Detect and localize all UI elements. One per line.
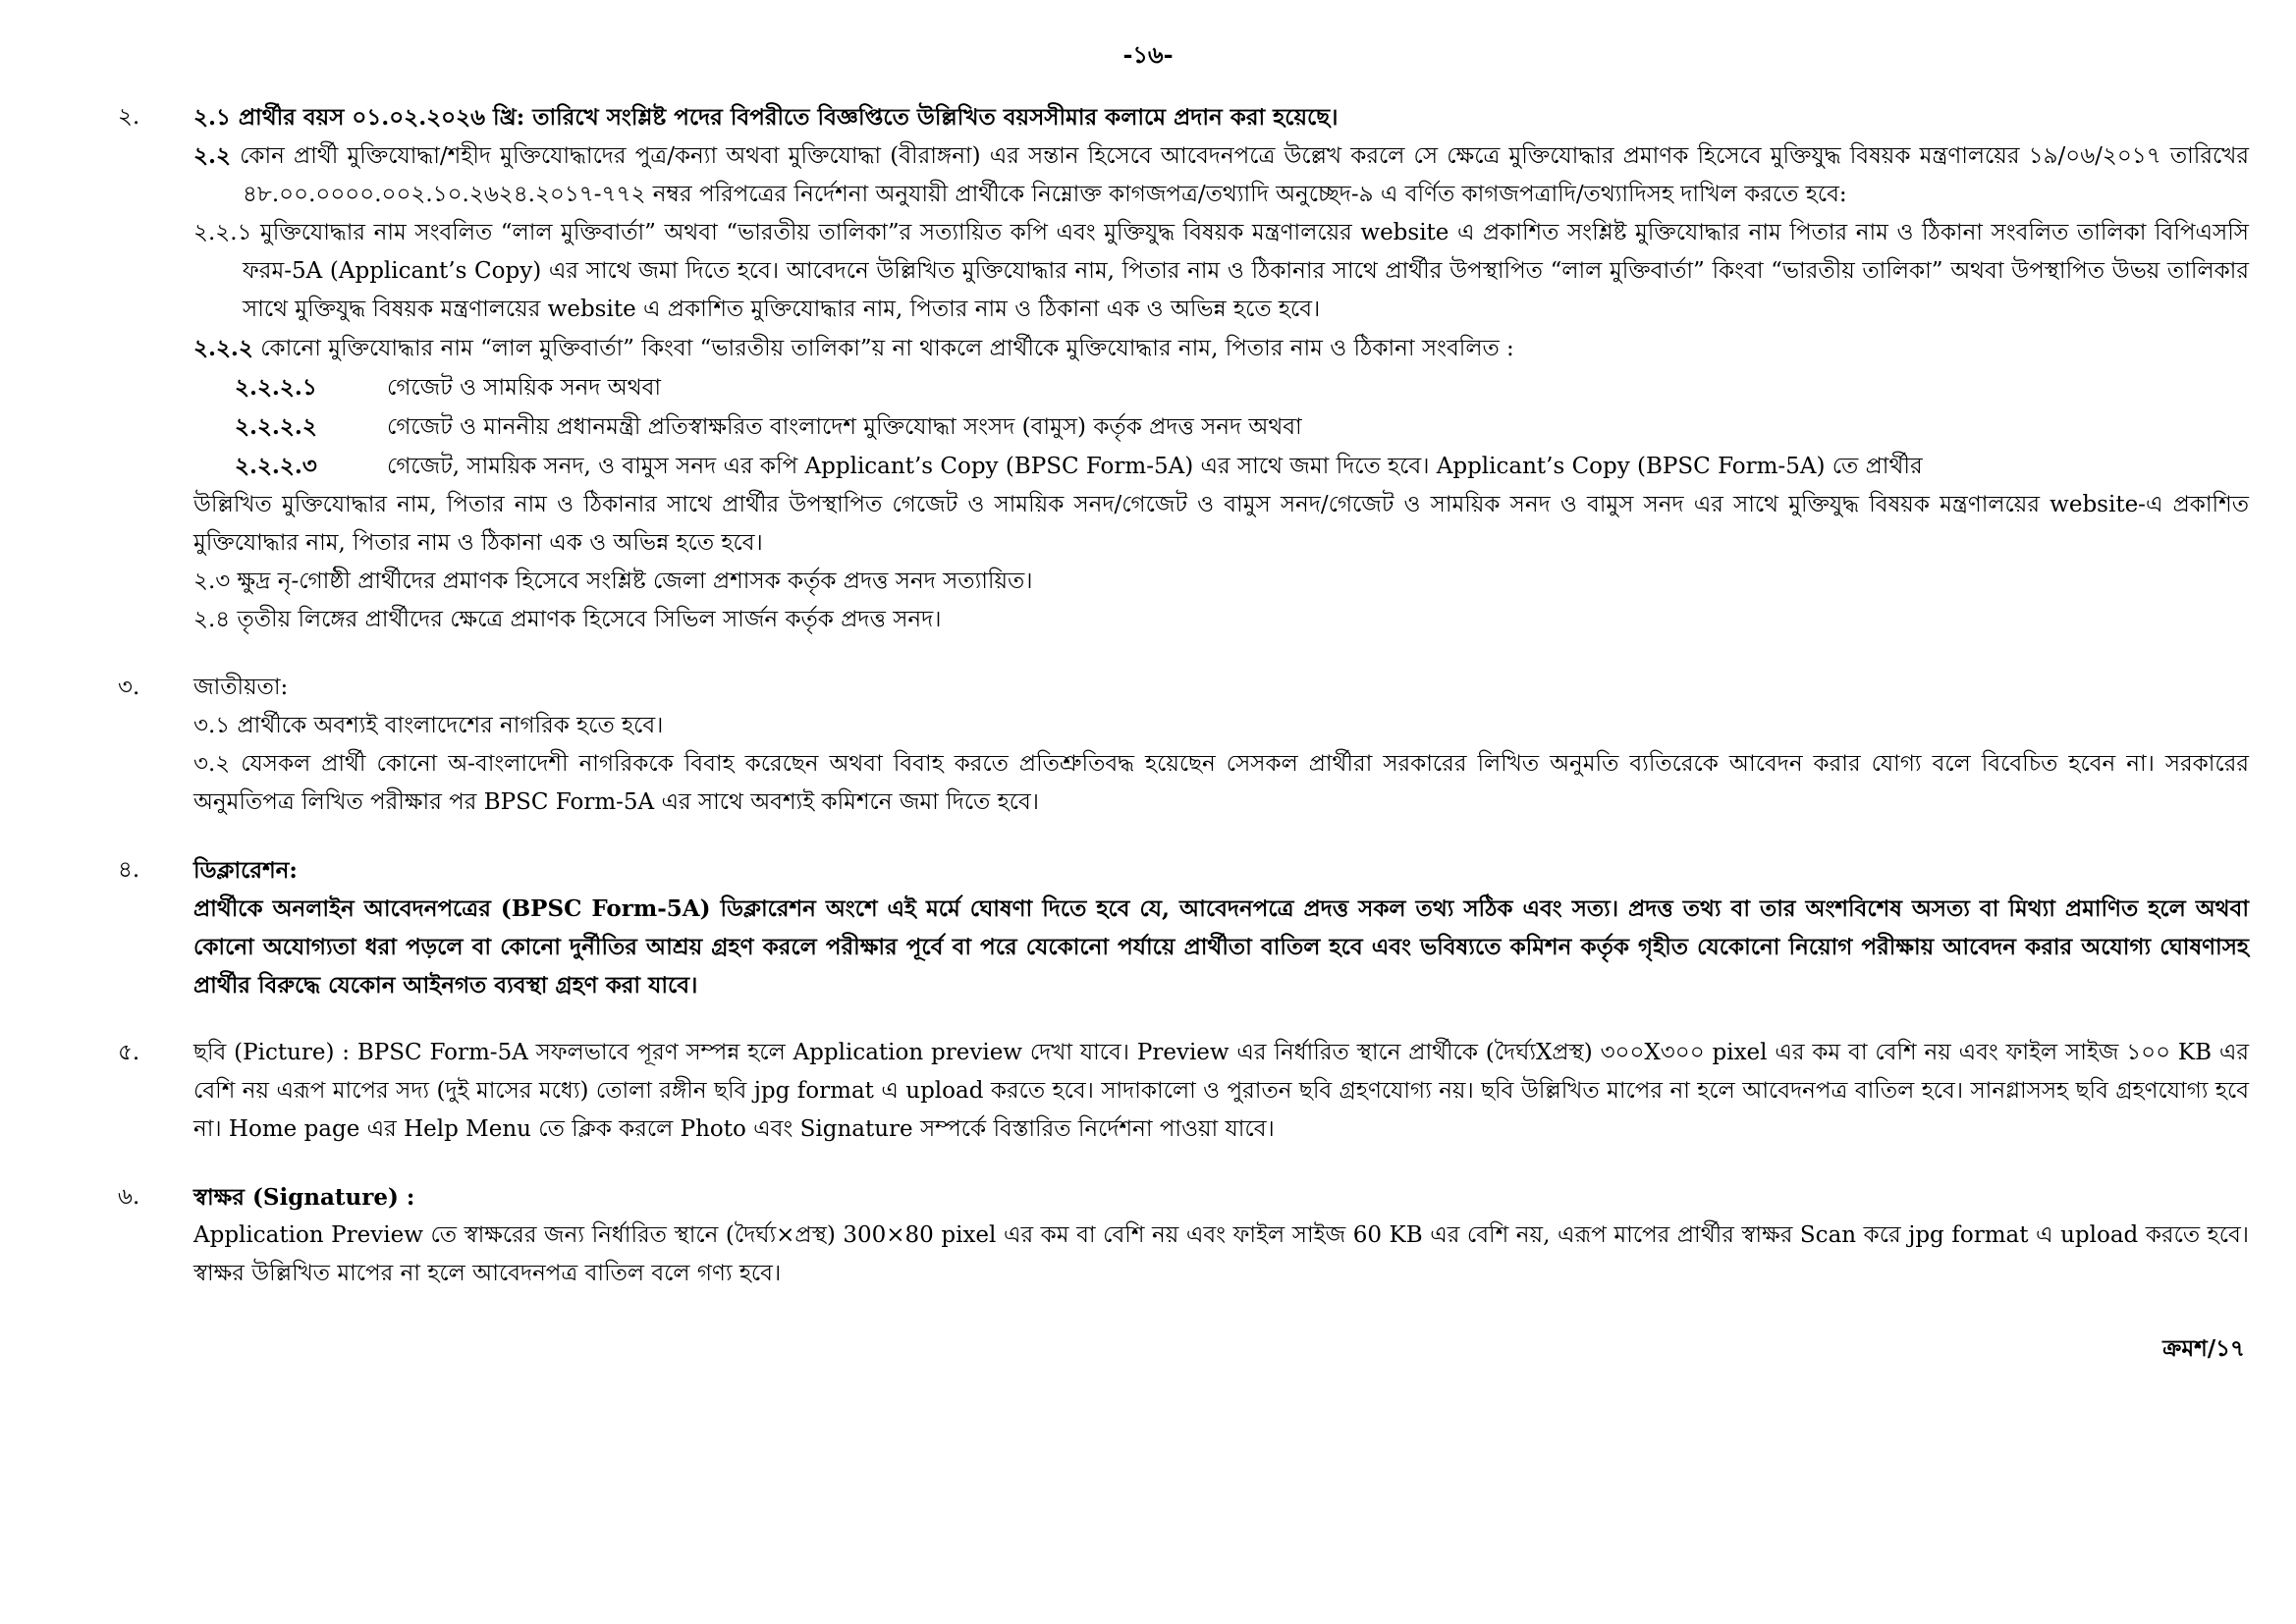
section-heading: স্বাক্ষর (Signature) : [193, 1184, 415, 1211]
sub-item [193, 407, 2249, 447]
sub-item-text: গেজেট, সাময়িক সনদ, ও বামুস সনদ এর কপি Applicant’s Copy (BPSC Form-5A) এর সাথে জমা দিতে হবে। Applicant’s Copy (BPSC Form-5A) তে প্রার্থীর [387, 454, 1923, 479]
paragraph-3-1: ৩.১ প্রার্থীকে অবশ্যই বাংলাদেশের নাগরিক হতে হবে। [193, 713, 664, 738]
document-body [118, 98, 2249, 1323]
sub-item-number: ২.২.২.৩ [235, 453, 317, 479]
paragraph-text: কোনো মুক্তিযোদ্ধার নাম “লাল মুক্তিবার্তা” কিংবা “ভারতীয় তালিকা”য় না থাকলে প্রার্থীকে মুক্তিযোদ্ধার নাম, পিতার নাম ও ঠিকানা সংবলিত : [260, 336, 1514, 361]
paragraph-3-2: ৩.২ যেসকল প্রার্থী কোনো অ-বাংলাদেশী নাগরিককে বিবাহ করেছেন অথবা বিবাহ করতে প্রতিশ্রুতিবদ্ধ হয়েছেন সেসকল প্রার্থীরা সরকারের লিখিত অনুমতি ব্যতিরেকে আবেদন করার যোগ্য বলে বিবেচিত হবেন না। সরকারের অনুমতিপত্র লিখিত পরীক্ষার পর BPSC Form-5A এর সাথে অবশ্যই কমিশনে জমা দিতে হবে। [193, 751, 2249, 815]
sub-item-number: ২.২.২.২ [235, 413, 317, 440]
paragraph-2-4: ২.৪ তৃতীয় লিঙ্গের প্রার্থীদের ক্ষেত্রে প্রমাণক হিসেবে সিভিল সার্জন কর্তৃক প্রদত্ত সনদ। [193, 607, 942, 632]
declaration-text: প্রার্থীকে অনলাইন আবেদনপত্রের (BPSC Form-5A) ডিক্লারেশন অংশে এই মর্মে ঘোষণা দিতে হবে যে, আবেদনপত্রে প্রদত্ত সকল তথ্য সঠিক এবং সত্য। প্রদত্ত তথ্য বা তার অংশবিশেষ অসত্য বা মিথ্যা প্রমাণিত হলে অথবা কোনো অযোগ্যতা ধরা পড়লে বা কোনো দুর্নীতির আশ্রয় গ্রহণ করলে পরীক্ষার পূর্বে বা পরে যেকোনো পর্যায়ে প্রার্থীতা বাতিল হবে এবং ভবিষ্যতে কমিশন কর্তৃক গৃহীত যেকোনো নিয়োগ পরীক্ষায় আবেদন করার অযোগ্য ঘোষণাসহ প্রার্থীর বিরুদ্ধে যেকোন আইনগত ব্যবস্থা গ্রহণ করা যাবে। [193, 895, 2249, 999]
section-6 [118, 1178, 2249, 1293]
picture-instructions: ছবি (Picture) : BPSC Form-5A সফলভাবে পূরণ সম্পন্ন হলে Application preview দেখা যাবে। Preview এর নির্ধারিত স্থানে প্রার্থীকে (দৈর্ঘ্যXপ্রস্থ) ৩০০X৩০০ pixel এর কম বা বেশি নয় এবং ফাইল সাইজ ১০০ KB এর বেশি নয় এরূপ মাপের সদ্য (দুই মাসের মধ্যে) তোলা রঙ্গীন ছবি jpg format এ upload করতে হবে। সাদাকালো ও পুরাতন ছবি গ্রহণযোগ্য নয়। ছবি উল্লিখিত মাপের না হলে আবেদনপত্র বাতিল হবে। সানগ্লাসসহ ছবি গ্রহণযোগ্য হবে না। Home page এর Help Menu তে ক্লিক করলে Photo এবং Signature সম্পর্কে বিস্তারিত নির্দেশনা পাওয়া যাবে। [193, 1040, 2249, 1142]
section-number: ৬. [118, 1184, 140, 1210]
paragraph-number: ২.২.২ [193, 335, 253, 361]
paragraph-2-2 [193, 136, 2249, 214]
section-5 [118, 1034, 2249, 1149]
paragraph-number: ২.২ [193, 142, 231, 169]
section-number: ২. [118, 104, 140, 130]
signature-instructions: Application Preview তে স্বাক্ষরের জন্য নির্ধারিত স্থানে (দৈর্ঘ্য×প্রস্থ) 300×80 pixel এর কম বা বেশি নয় এবং ফাইল সাইজ 60 KB এর বেশি নয়, এরূপ মাপের প্রার্থীর স্বাক্ষর Scan করে jpg format এ upload করতে হবে। স্বাক্ষর উল্লিখিত মাপের না হলে আবেদনপত্র বাতিল বলে গণ্য হবে। [193, 1222, 2249, 1286]
section-4 [118, 851, 2249, 1004]
paragraph-2-3: ২.৩ ক্ষুদ্র নৃ-গোষ্ঠী প্রার্থীদের প্রমাণক হিসেবে সংশ্লিষ্ট জেলা প্রশাসক কর্তৃক প্রদত্ত সনদ সত্যায়িত। [193, 568, 1033, 594]
continued-note: ক্রমশ/১৭ [2162, 1335, 2245, 1362]
sub-item [193, 368, 2249, 407]
paragraph-2-2-1: ২.২.১ মুক্তিযোদ্ধার নাম সংবলিত “লাল মুক্তিবার্তা” অথবা “ভারতীয় তালিকা”র সত্যায়িত কপি এবং মুক্তিযুদ্ধ বিষয়ক মন্ত্রণালয়ের website এ প্রকাশিত সংশ্লিষ্ট মুক্তিযোদ্ধার নাম পিতার নাম ও ঠিকানা সংবলিত তালিকা বিপিএসসি ফরম-5A (Applicant’s Copy) এর সাথে জমা দিতে হবে। আবেদনে উল্লিখিত মুক্তিযোদ্ধার নাম, পিতার নাম ও ঠিকানার সাথে প্রার্থীর উপস্থাপিত “লাল মুক্তিবার্তা” কিংবা “ভারতীয় তালিকা” অথবা উপস্থাপিত উভয় তালিকার সাথে মুক্তিযুদ্ধ বিষয়ক মন্ত্রণালয়ের website এ প্রকাশিত মুক্তিযোদ্ধার নাম, পিতার নাম ও ঠিকানা এক ও অভিন্ন হতে হবে। [193, 220, 2249, 322]
page-number: -১৬- [1122, 40, 1174, 69]
sub-item [193, 447, 2249, 486]
sub-item-number: ২.২.২.১ [235, 374, 317, 401]
section-3 [118, 669, 2249, 822]
section-heading: ডিক্লারেশন: [193, 857, 298, 884]
paragraph-2-2-2-3-continued: উল্লিখিত মুক্তিযোদ্ধার নাম, পিতার নাম ও ঠিকানার সাথে প্রার্থীর উপস্থাপিত গেজেট ও সাময়িক সনদ/গেজেট ও বামুস সনদ/গেজেট ও সাময়িক সনদ ও বামুস সনদ এর সাথে মুক্তিযুদ্ধ বিষয়ক মন্ত্রণালয়ের website-এ প্রকাশিত মুক্তিযোদ্ধার নাম, পিতার নাম ও ঠিকানা এক ও অভিন্ন হতে হবে। [193, 492, 2249, 556]
paragraph-2-2-2 [193, 329, 2249, 368]
paragraph-2-1: ২.১ প্রার্থীর বয়স ০১.০২.২০২৬ খ্রি: তারিখে সংশ্লিষ্ট পদের বিপরীতে বিজ্ঞপ্তিতে উল্লিখিত বয়সসীমার কলামে প্রদান করা হয়েছে। [193, 104, 1339, 131]
section-number: ৫. [118, 1040, 140, 1065]
paragraph-text: কোন প্রার্থী মুক্তিযোদ্ধা/শহীদ মুক্তিযোদ্ধাদের পুত্র/কন্যা অথবা মুক্তিযোদ্ধা (বীরাঙ্গনা) এর সন্তান হিসেবে আবেদনপত্রে উল্লেখ করলে সে ক্ষেত্রে মুক্তিযোদ্ধার প্রমাণক হিসেবে মুক্তিযুদ্ধ বিষয়ক মন্ত্রণালয়ের ১৯/০৬/২০১৭ তারিখের ৪৮.০০.০০০০.০০২.১০.২৬২৪.২০১৭-৭৭২ নম্বর পরিপত্রের নির্দেশনা অনুযায়ী প্রার্থীকে নিম্নোক্ত কাগজপত্র/তথ্যাদি অনুচ্ছেদ-৯ এ বর্ণিত কাগজপত্রাদি/তথ্যাদিসহ দাখিল করতে হবে: [240, 143, 2249, 207]
section-number: ৪. [118, 857, 140, 883]
section-number: ৩. [118, 675, 140, 700]
sub-item-text: গেজেট ও সাময়িক সনদ অথবা [387, 375, 662, 401]
sub-item-text: গেজেট ও মাননীয় প্রধানমন্ত্রী প্রতিস্বাক্ষরিত বাংলাদেশ মুক্তিযোদ্ধা সংসদ (বামুস) কর্তৃক প্রদত্ত সনদ অথবা [387, 414, 1302, 440]
section-2 [118, 98, 2249, 639]
section-heading: জাতীয়তা: [193, 675, 289, 700]
